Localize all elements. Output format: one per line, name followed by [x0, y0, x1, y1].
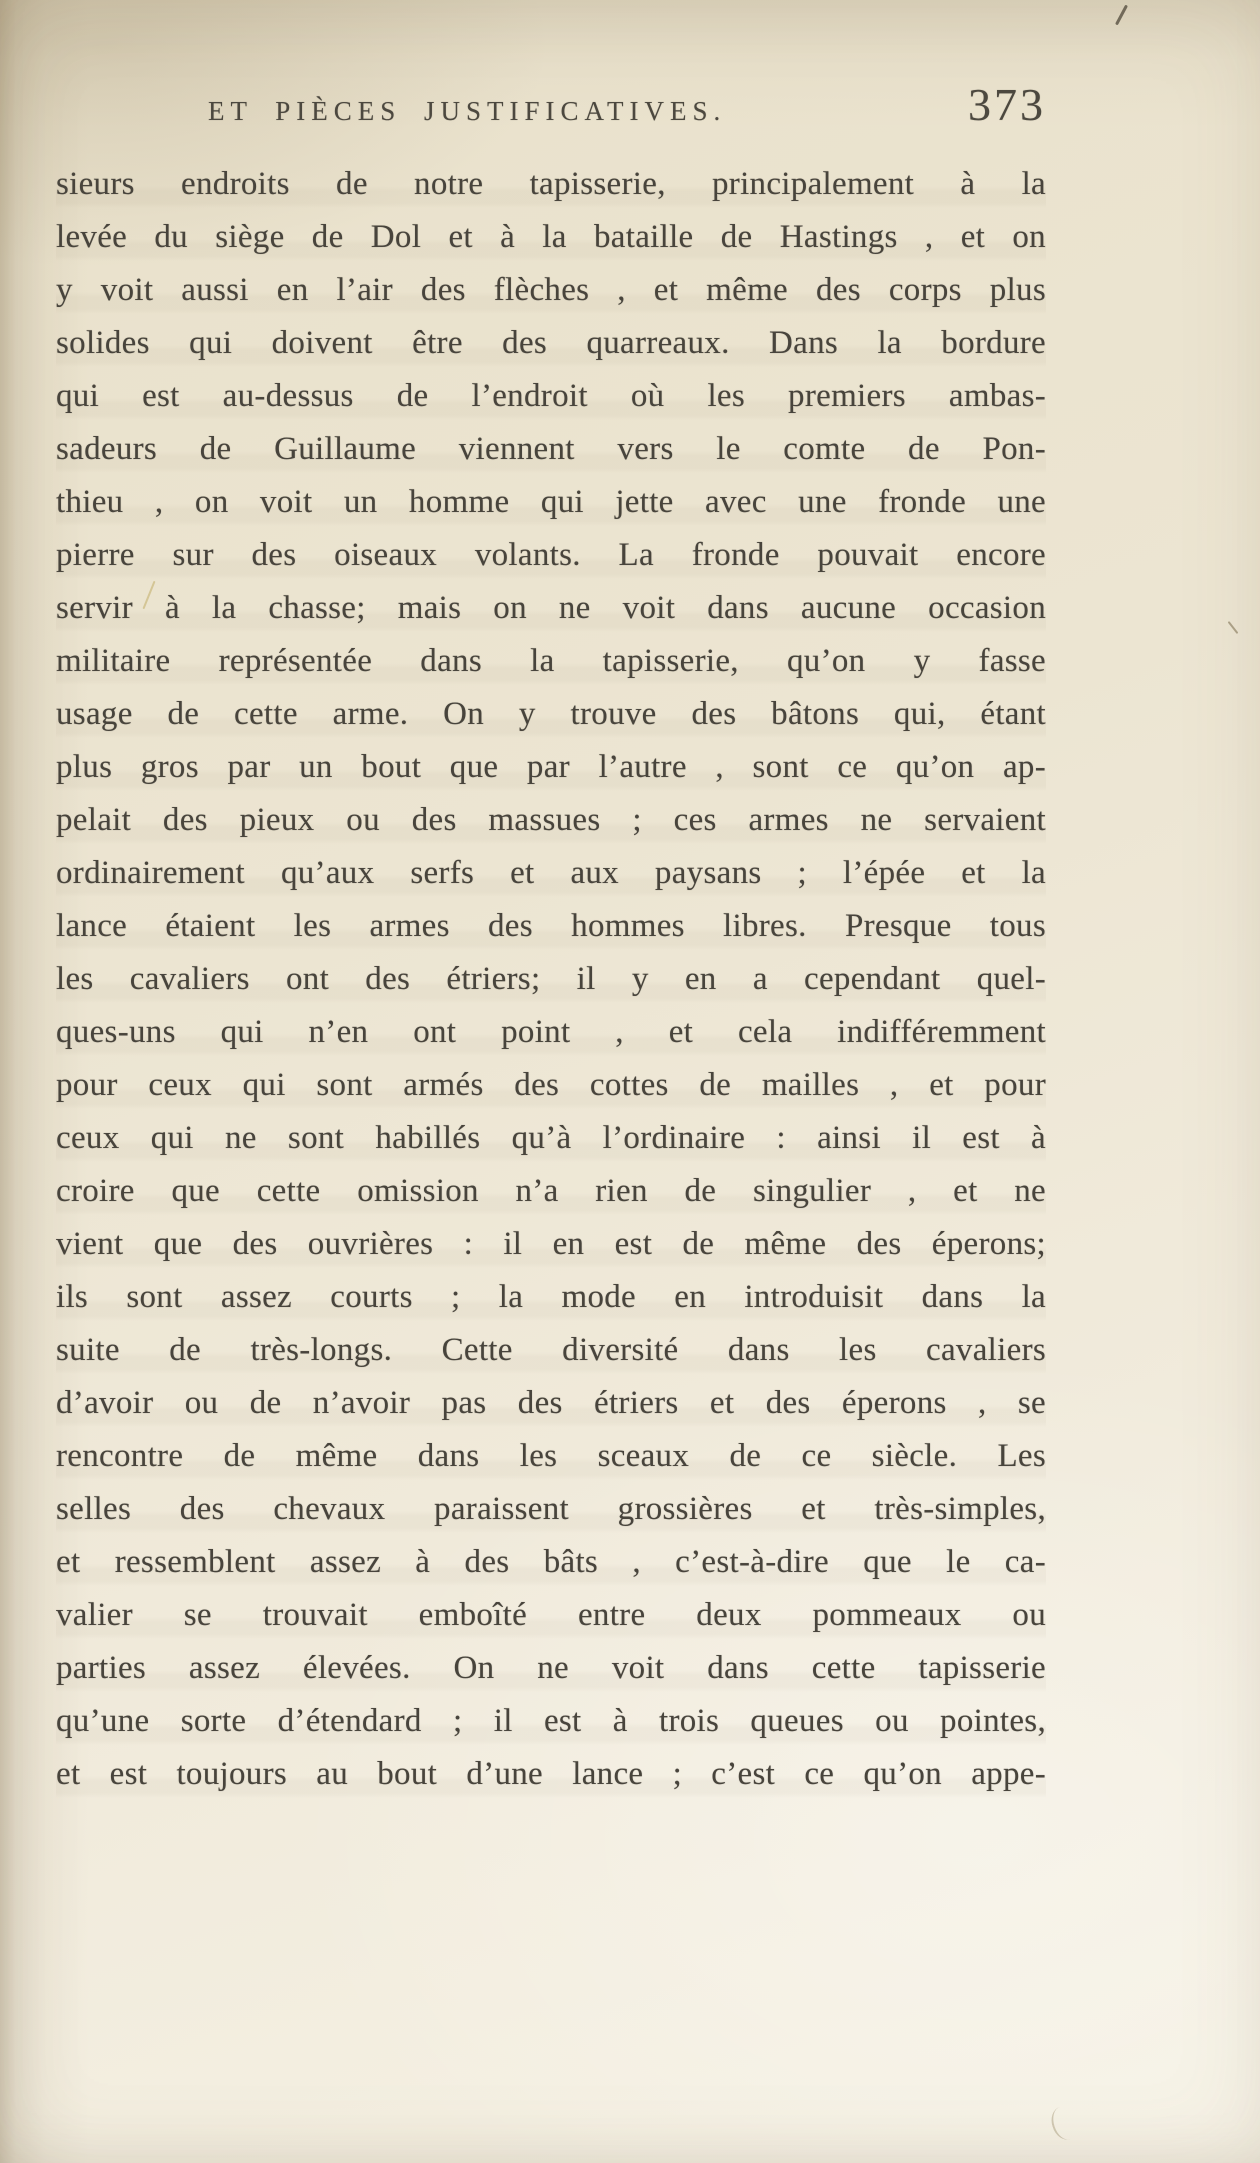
paper-mark — [1115, 5, 1128, 26]
text-line: ceux qui ne sont habillés qu’à l’ordinaire : ainsi il est à — [56, 1120, 1046, 1156]
text-line: les cavaliers ont des étriers; il y en a cependant quel- — [56, 961, 1046, 997]
paper-mark — [1047, 2103, 1082, 2143]
text-line: suite de très-longs. Cette diversité dans les cavaliers — [56, 1332, 1046, 1368]
text-line: selles des chevaux paraissent grossières et très-simples, — [56, 1491, 1046, 1527]
text-line: sieurs endroits de notre tapisserie, principalement à la — [56, 166, 1046, 202]
text-line: plus gros par un bout que par l’autre , sont ce qu’on ap- — [56, 749, 1046, 785]
text-line: et est toujours au bout d’une lance ; c’est ce qu’on appe- — [56, 1756, 1046, 1792]
text-line: valier se trouvait emboîté entre deux pommeaux ou — [56, 1597, 1046, 1633]
running-title: ET PIÈCES JUSTIFICATIVES. — [208, 96, 727, 126]
page-number: 373 — [968, 79, 1046, 130]
text-line: servir à la chasse; mais on ne voit dans aucune occasion — [56, 590, 1046, 626]
text-line: d’avoir ou de n’avoir pas des étriers et des éperons , se — [56, 1385, 1046, 1421]
paper-mark — [1228, 621, 1239, 634]
page-header — [56, 79, 1046, 136]
text-line: thieu , on voit un homme qui jette avec une fronde une — [56, 484, 1046, 520]
text-line: qui est au-dessus de l’endroit où les premiers ambas- — [56, 378, 1046, 414]
text-line: et ressemblent assez à des bâts , c’est-à-dire que le ca- — [56, 1544, 1046, 1580]
text-line: pelait des pieux ou des massues ; ces armes ne servaient — [56, 802, 1046, 838]
page-body — [56, 158, 1046, 1801]
text-line: militaire représentée dans la tapisserie, qu’on y fasse — [56, 643, 1046, 679]
text-line: solides qui doivent être des quarreaux. Dans la bordure — [56, 325, 1046, 361]
text-line: levée du siège de Dol et à la bataille de Hastings , et on — [56, 219, 1046, 255]
text-line: pour ceux qui sont armés des cottes de mailles , et pour — [56, 1067, 1046, 1103]
text-line: croire que cette omission n’a rien de singulier , et ne — [56, 1173, 1046, 1209]
text-line: usage de cette arme. On y trouve des bâtons qui, étant — [56, 696, 1046, 732]
text-line: parties assez élevées. On ne voit dans cette tapisserie — [56, 1650, 1046, 1686]
text-line: rencontre de même dans les sceaux de ce siècle. Les — [56, 1438, 1046, 1474]
text-line: qu’une sorte d’étendard ; il est à trois queues ou pointes, — [56, 1703, 1046, 1739]
text-line: sadeurs de Guillaume viennent vers le comte de Pon- — [56, 431, 1046, 467]
text-line: ordinairement qu’aux serfs et aux paysans ; l’épée et la — [56, 855, 1046, 891]
text-line: ils sont assez courts ; la mode en introduisit dans la — [56, 1279, 1046, 1315]
text-line: pierre sur des oiseaux volants. La fronde pouvait encore — [56, 537, 1046, 573]
text-line: ques-uns qui n’en ont point , et cela indifféremment — [56, 1014, 1046, 1050]
text-line: vient que des ouvrières : il en est de même des éperons; — [56, 1226, 1046, 1262]
text-line: y voit aussi en l’air des flèches , et même des corps plus — [56, 272, 1046, 308]
text-line: lance étaient les armes des hommes libres. Presque tous — [56, 908, 1046, 944]
